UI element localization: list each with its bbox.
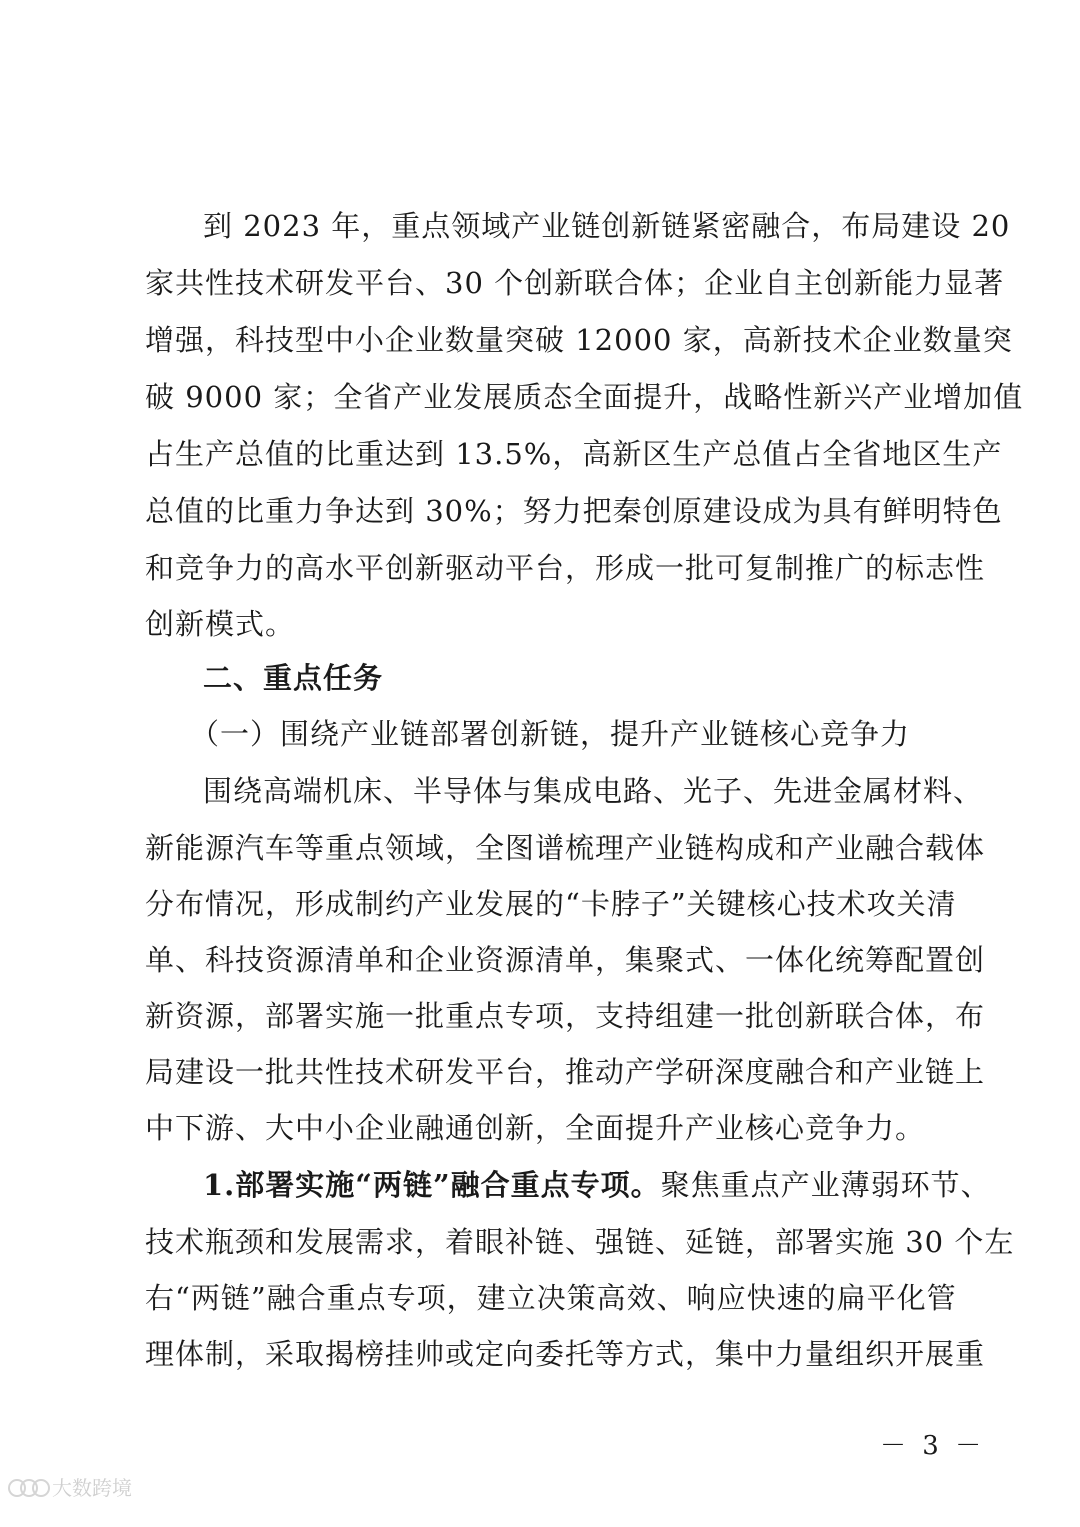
text-line-content: 新资源，部署实施一批重点专项，支持组建一批创新联合体，布 <box>145 999 986 1033</box>
text-line-content: 家共性技术研发平台、30 个创新联合体；企业自主创新能力显著 <box>145 266 1005 300</box>
section-heading-text: 二、重点任务 <box>203 661 384 695</box>
text-line-content: 新能源汽车等重点领域，全图谱梳理产业链构成和产业融合载体 <box>145 831 986 865</box>
text-line-content: 到 2023 年，重点领域产业链创新链紧密融合，布局建设 20 <box>203 209 1011 243</box>
subsection-heading-text: （一）围绕产业链部署创新链，提升产业链核心竞争力 <box>190 717 911 751</box>
text-line-content: 占生产总值的比重达到 13.5%，高新区生产总值占全省地区生产 <box>145 437 1003 471</box>
text-line-content: 技术瓶颈和发展需求，着眼补链、强链、延链，部署实施 30 个左 <box>145 1225 1015 1259</box>
text-line-content: 单、科技资源清单和企业资源清单，集聚式、一体化统筹配置创 <box>145 943 986 977</box>
text-line-content: 和竞争力的高水平创新驱动平台，形成一批可复制推广的标志性 <box>145 551 986 585</box>
watermark-text: 大数跨境 <box>52 1476 132 1500</box>
text-line-content: 创新模式。 <box>145 607 296 641</box>
watermark-logo-icon <box>8 1476 48 1498</box>
text-line-content: 局建设一批共性技术研发平台，推动产学研深度融合和产业链上 <box>145 1055 986 1089</box>
text-line-content: 分布情况，形成制约产业发展的“卡脖子”关键核心技术攻关清 <box>145 887 957 921</box>
text-line-content: 破 9000 家；全省产业发展质态全面提升，战略性新兴产业增加值 <box>145 380 1024 414</box>
watermark <box>8 1472 132 1501</box>
text-line-content: 围绕高端机床、半导体与集成电路、光子、先进金属材料、 <box>203 774 984 808</box>
page-number: － 3 － <box>880 1431 986 1461</box>
item-1-title: 1.部署实施“两链”融合重点专项。 <box>203 1168 661 1202</box>
text-line-content: 理体制，采取揭榜挂帅或定向委托等方式，集中力量组织开展重 <box>145 1337 986 1371</box>
text-line-content: 总值的比重力争达到 30%；努力把秦创原建设成为具有鲜明特色 <box>145 494 1003 528</box>
text-line-content: 右“两链”融合重点专项，建立决策高效、响应快速的扁平化管 <box>145 1281 957 1315</box>
item-1-text: 聚焦重点产业薄弱环节、 <box>660 1168 991 1202</box>
text-line-content: 中下游、大中小企业融通创新，全面提升产业核心竞争力。 <box>145 1111 926 1145</box>
text-line-content: 增强，科技型中小企业数量突破 12000 家，高新技术企业数量突 <box>145 323 1013 357</box>
text-line-content <box>203 1167 991 1203</box>
